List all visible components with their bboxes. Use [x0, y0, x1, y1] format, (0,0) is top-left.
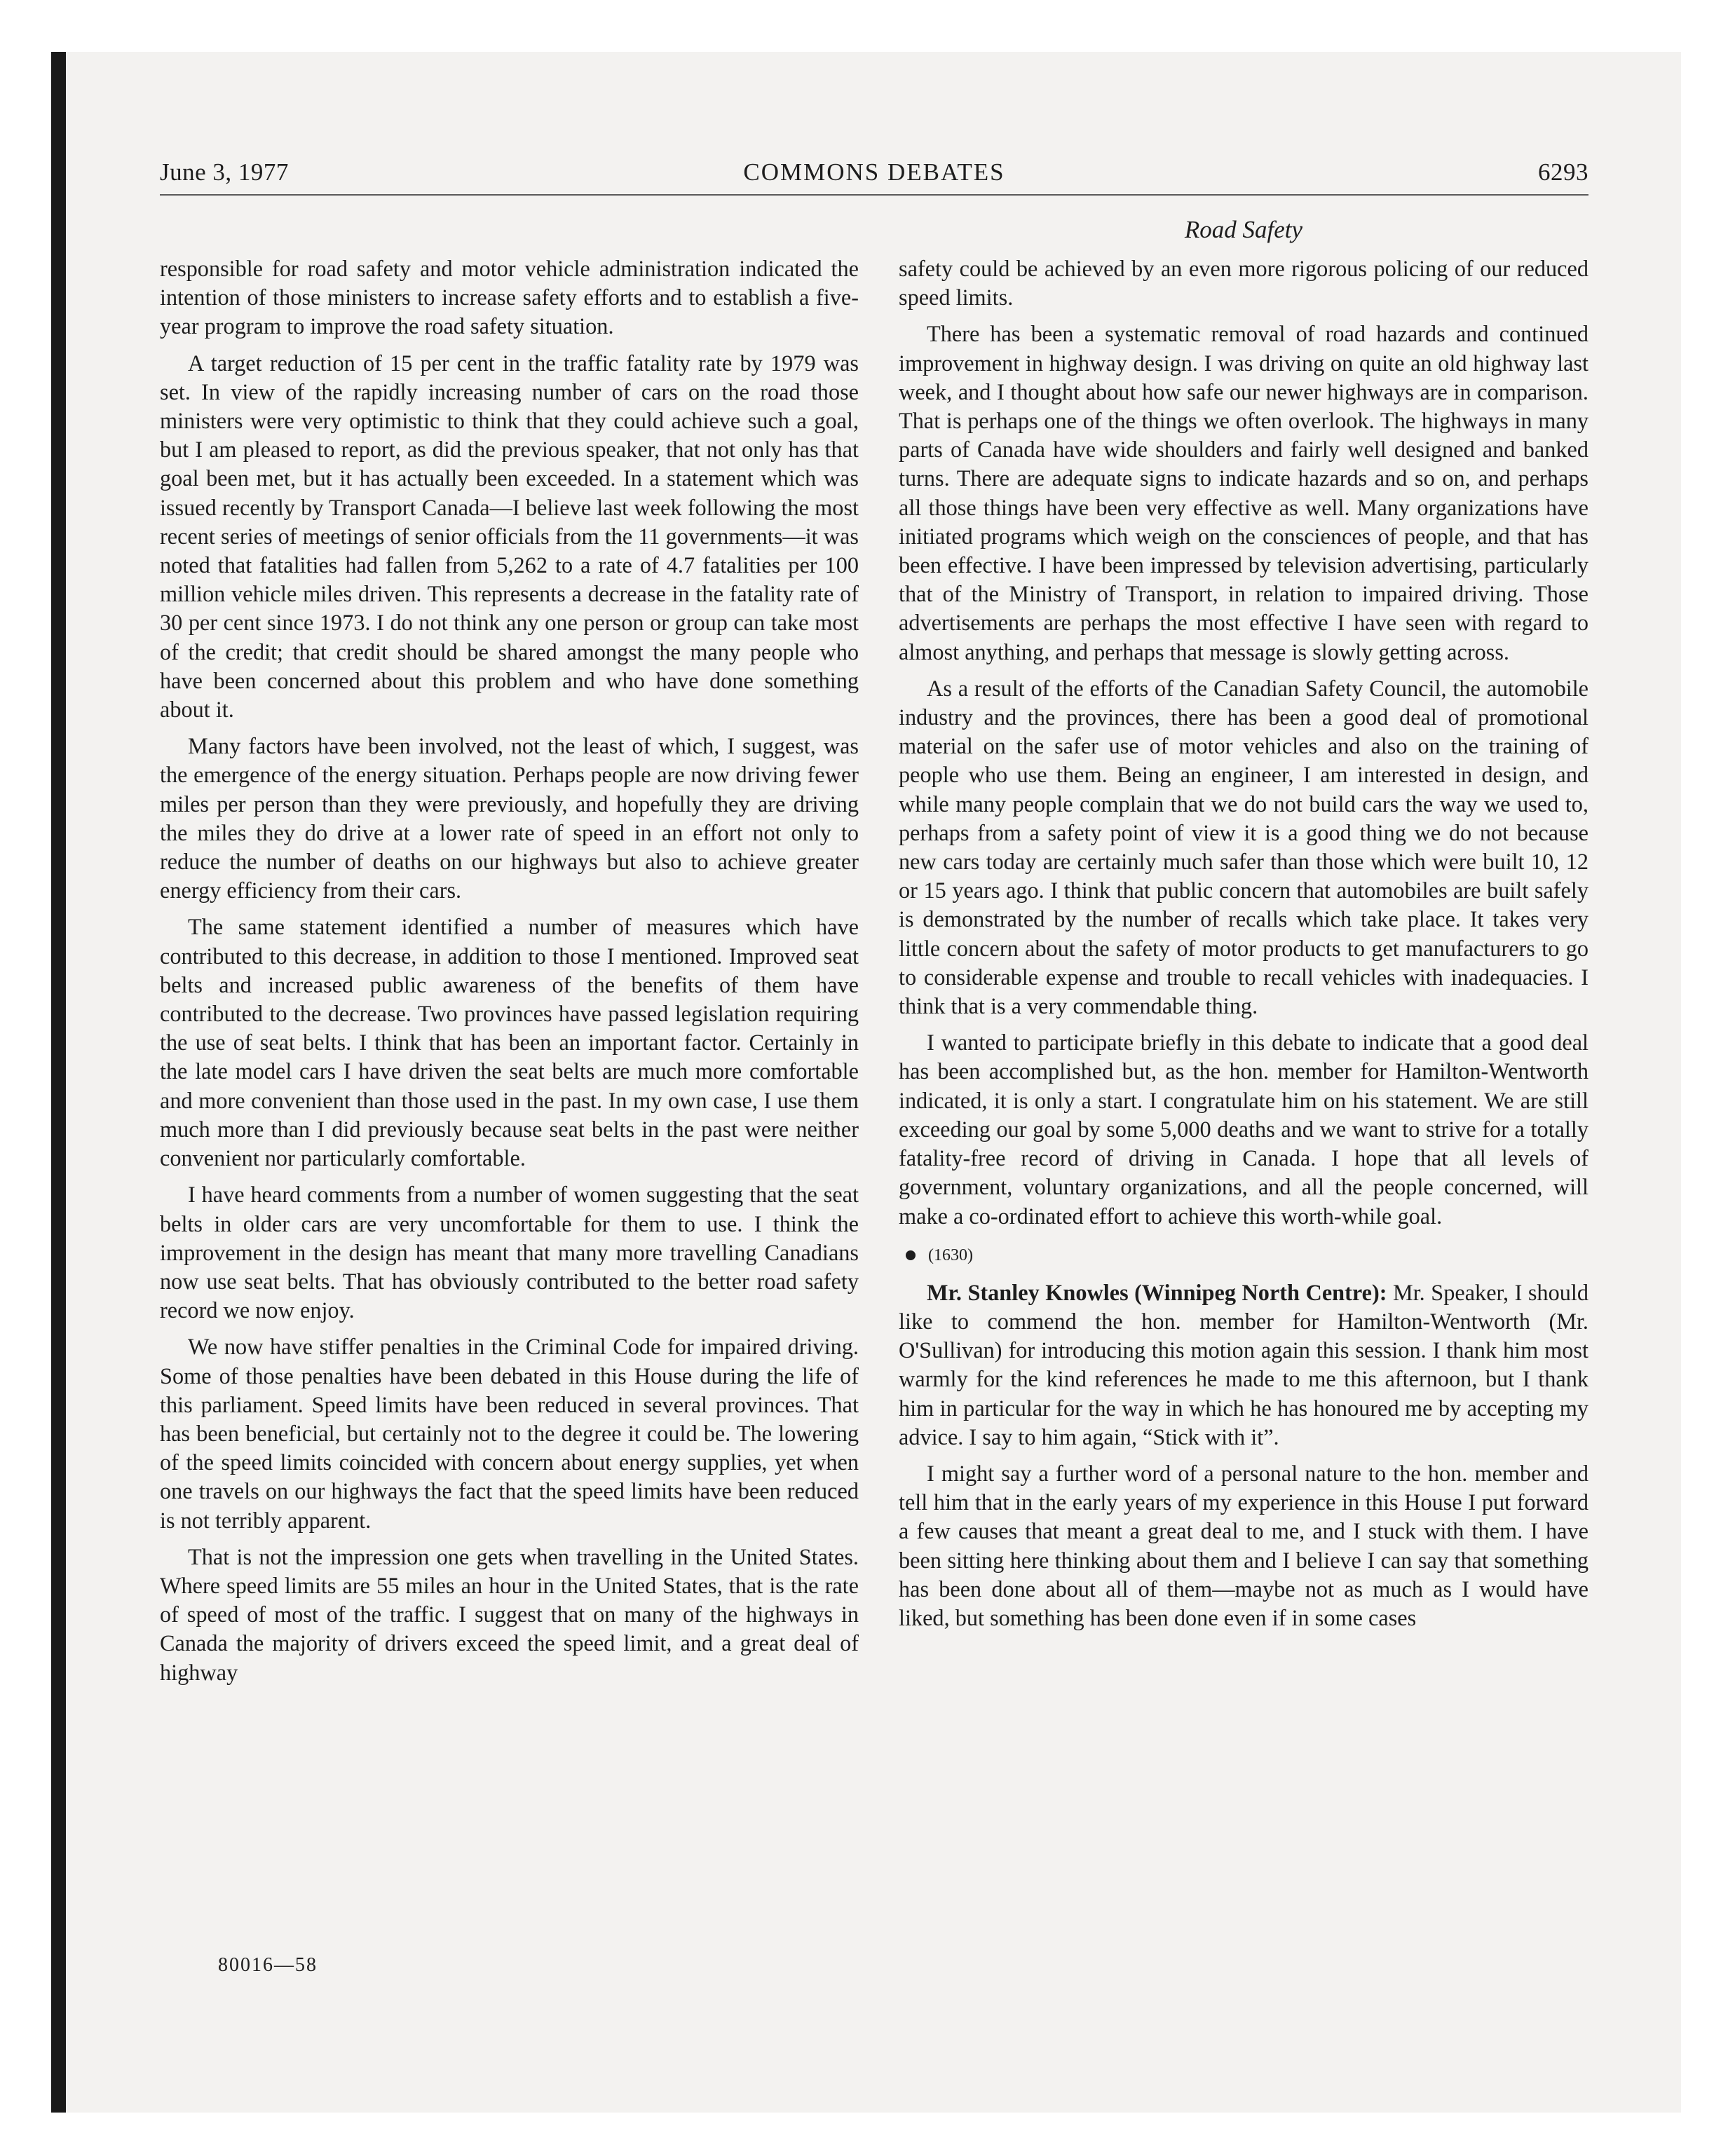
right-column	[899, 254, 1588, 1640]
paragraph: As a result of the efforts of the Canadian Safety Council, the automobile industry and the provinces, there has been a good deal of promotional material on the safer use of motor vehicles and also on the training of people who use them. Being an engineer, I am interested in design, and while many people complain that we do not build cars the way we used to, perhaps from a safety point of view it is a good thing we do not because new cars today are certainly much safer than those which were built 10, 12 or 15 years ago. I think that public concern that automobiles are built safely is demonstrated by the number of recalls which take place. It takes very little concern about the safety of motor products to get manufacturers to go to considerable expense and trouble to recall vehicles with inadequacies. I think that is a very commendable thing.	[899, 675, 1588, 1019]
scan-edge-bar	[51, 52, 66, 2113]
paragraph: The same statement identified a number of measures which have contributed to this decrease, in addition to those I mentioned. Improved seat belts and increased public awareness of the benefits of them have contributed to the decrease. Two provinces have passed legislation requiring the use of seat belts. I think that has been an important factor. Certainly in the late model cars I have driven the seat belts are much more comfortable and more convenient than those used in the past. In my own case, I use them much more than I did previously because seat belts in the past were neither convenient nor particularly comfortable.	[160, 914, 859, 1171]
issue-date: June 3, 1977	[160, 158, 289, 186]
footer-print-code: 80016—58	[218, 1954, 318, 1976]
paragraph: We now have stiffer penalties in the Criminal Code for impaired driving. Some of those penalties have been debated in this House during the life of this parliament. Speed limits have been reduced in several provinces. That has been beneficial, but certainly not to the degree it could be. The lowering of the speed limits coincided with concern about energy supplies, yet when one travels on our highways the fact that the speed limits have been reduced is not terribly apparent.	[160, 1334, 859, 1533]
paragraph: responsible for road safety and motor vehicle administration indicated the intention of those ministers to increase safety efforts and to establish a five-year program to improve the road safety situation.	[160, 256, 859, 339]
speaker-name: Mr. Stanley Knowles (Winnipeg North Centre):	[927, 1279, 1387, 1305]
paragraph: Many factors have been involved, not the least of which, I suggest, was the emergence of the energy situation. Perhaps people are now driving fewer miles per person than they were previously, and hopefully they are driving the miles they do drive at a lower rate of speed in an effort not only to reduce the number of deaths on our highways but also to achieve greater energy efficiency from their cars.	[160, 733, 859, 903]
publication-title: COMMONS DEBATES	[743, 158, 1005, 186]
speaker-paragraph	[899, 1278, 1588, 1452]
time-stamp	[906, 1245, 1588, 1266]
paragraph: That is not the impression one gets when travelling in the United States. Where speed limits are 55 miles an hour in the United States, that is the rate of speed of most of the traffic. I suggest that on many of the highways in Canada the majority of drivers exceed the speed limit, and a great deal of highway	[160, 1543, 859, 1685]
page-number: 6293	[1538, 158, 1588, 186]
paragraph: There has been a systematic removal of road hazards and continued improvement in highway design. I was driving on quite an old highway last week, and I thought about how safe our newer highways are in comparison. That is perhaps one of the things we often overlook. The highways in many parts of Canada have wide shoulders and fairly well designed and banked turns. There are adequate signs to indicate hazards and so on, and perhaps all those things have been very effective as well. Many organizations have initiated programs which weigh on the consciences of people, and that has been effective. I have been impressed by television advertising, particularly that of the Ministry of Transport, in relation to impaired driving. Those advertisements are perhaps the most effective I have seen with regard to almost anything, and perhaps that message is slowly getting across.	[899, 321, 1588, 664]
paragraph: I might say a further word of a personal nature to the hon. member and tell him that in the early years of my experience in this House I put forward a few causes that meant a great deal to me, and I stuck with them. I have been sitting here thinking about them and I believe I can say that something has been done about all of them—maybe not as much as I would have liked, but something has been done even if in some cases	[899, 1460, 1588, 1630]
paragraph: A target reduction of 15 per cent in the traffic fatality rate by 1979 was set. In view of the rapidly increasing number of cars on the road those ministers were very optimistic to think that they could achieve such a goal, but I am pleased to report, as did the previous speaker, that not only has that goal been met, but it has actually been exceeded. In a statement which was issued recently by Transport Canada—I believe last week following the most recent series of meetings of senior officials from the 11 governments—it was noted that fatalities had fallen from 5,262 to a rate of 4.7 fatalities per 100 million vehicle miles driven. This represents a decrease in the fatality rate of 30 per cent since 1973. I do not think any one person or group can take most of the credit; that credit should be shared amongst the many people who have been concerned about this problem and who have done something about it.	[160, 350, 859, 723]
bullet-icon	[906, 1250, 916, 1260]
paragraph: I have heard comments from a number of women suggesting that the seat belts in older cars are very uncomfortable for them to use. I think the improvement in the design has meant that many more travelling Canadians now use seat belts. That has obviously contributed to the better road safety record we now enjoy.	[160, 1182, 859, 1323]
time-stamp-text: (1630)	[928, 1246, 973, 1264]
running-head: Road Safety	[1184, 216, 1303, 243]
speaker-text: Mr. Speaker, I should like to commend the hon. member for Hamilton-Wentworth (Mr. O'Sullivan) for introducing this motion again this session. I thank him most warmly for the kind references he made to me this afternoon, but I thank him in particular for the way in which he has honoured me by accepting my advice. I say to him again, “Stick with it”.	[899, 1279, 1588, 1449]
left-column	[160, 254, 859, 1695]
page-header	[160, 158, 1588, 192]
paragraph: I wanted to participate briefly in this debate to indicate that a good deal has been accomplished but, as the hon. member for Hamilton-Wentworth indicated, it is only a start. I congratulate him on his statement. We are still exceeding our goal by some 5,000 deaths and we want to strive for a totally fatality-free record of driving in Canada. I hope that all levels of government, voluntary organizations, and all the people concerned, will make a co-ordinated effort to achieve this worth-while goal.	[899, 1030, 1588, 1229]
header-rule	[160, 194, 1588, 196]
paragraph: safety could be achieved by an even more rigorous policing of our reduced speed limits.	[899, 256, 1588, 311]
